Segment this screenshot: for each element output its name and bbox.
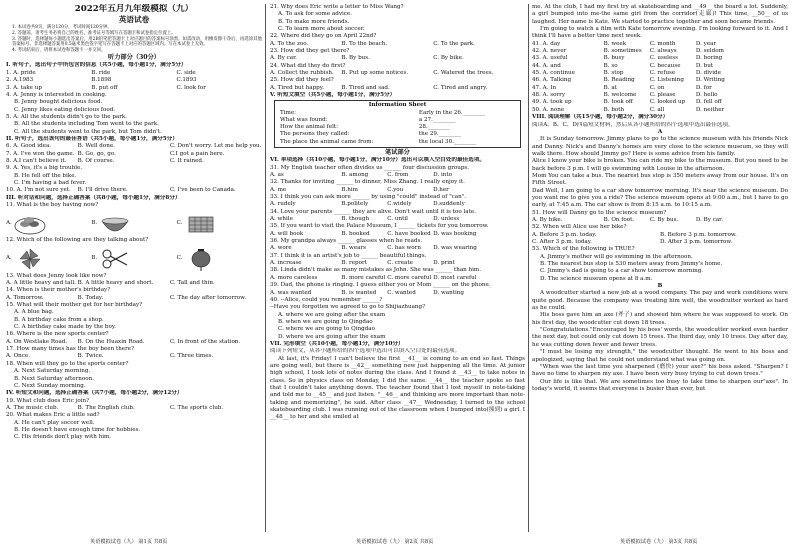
question: 4. A. Jenny is interested in cooking. — [6, 91, 107, 98]
question-options — [270, 275, 525, 282]
option: C. By bus. — [649, 216, 679, 223]
question: 11. What is the boy having now? — [6, 202, 99, 209]
question: 53. Which of the following is TRUE? — [532, 246, 635, 253]
question: 51. How will Danny go to the science museum? — [532, 209, 667, 216]
section-heading: I. 听句子，选出句子中所包含的信息（共5小题，每小题1分，满分5分） — [6, 62, 187, 69]
option: B. Twice. — [77, 353, 104, 360]
option: B. Of course. — [77, 157, 115, 164]
option-row: 47. A. In B. at C. on D. for — [532, 84, 712, 91]
question-options — [6, 405, 262, 412]
option: C.1893 — [176, 77, 197, 84]
option: A. Tired but happy. — [270, 84, 324, 91]
option: C. side — [176, 69, 196, 76]
option: C. All the students went to the park, but Tom didn't. — [14, 128, 162, 135]
question: 21. Why does Eric write a letter to Miss Wang? — [270, 4, 404, 10]
question: 39. Dad, the phone is ringing. I guess either you or Mom ______ on the phone. — [270, 282, 491, 289]
option: C. A birthday cake made by the boy. — [14, 324, 117, 331]
option: D. wanting — [433, 289, 464, 296]
passage-paragraph: "Congratulations."Encouraged by his boss' words, the woodcutter worked even harder the next day, but could only cut down 15 trees. The third day, only 10 trees. Day after day, he was cutting down fewer and fewer trees. — [532, 327, 788, 348]
option: A. was wanted — [270, 289, 312, 296]
option: C. until — [387, 216, 408, 223]
option: A. A little heavy and tall. — [6, 280, 76, 287]
option: B. booked — [341, 230, 370, 237]
question-options — [270, 85, 525, 92]
written-title: 笔试部分 — [385, 148, 410, 156]
question: 25. How did they feel? — [270, 77, 334, 84]
option: A. By car. — [270, 55, 297, 62]
table-cell: What was found: — [280, 117, 328, 124]
table-cell: the 29.________ — [418, 131, 462, 138]
question-options — [6, 70, 262, 77]
option: D. most careful — [433, 274, 477, 281]
option-row: 48. A. sorry B. welcome C. please D. hello — [532, 92, 718, 99]
cloze-options — [532, 41, 788, 114]
question: 35. If you want to visit the Palace Museum, I ______ tickets for you tomorrow. — [270, 223, 489, 230]
question: 17. How many times has the boy been there? — [6, 346, 135, 353]
section-description: 阅读下列短文，从各小题所给的四个选项中选出可以填入空白处的最佳选项。 — [270, 348, 461, 355]
section-description: 阅读A、B、C、D四篇短文材料，然后从各小题所给的四个选项中选出最佳选项。 — [532, 121, 734, 128]
option: A. more careless — [270, 274, 318, 281]
option: C. To the park. — [433, 40, 475, 47]
option: B.him — [341, 186, 358, 193]
section-heading: VI. 单项选择（共10小题，每小题1分，满分10分）选出可以填入空白处的最佳选项。 — [270, 157, 485, 164]
option: B. Go, go, go. — [77, 150, 116, 157]
option: 6. A. Good idea. — [6, 143, 52, 150]
exam-subtitle: 英语试卷 — [118, 14, 150, 24]
option: D. The science museum opens at 8 a.m. — [540, 275, 653, 282]
option-row: 46. A. Talking B. Reading C. Listening D. Writing — [532, 77, 725, 84]
section-heading: III. 听对话和问题，选择正确答案（共8小题，每小题1分，满分8分） — [6, 194, 181, 201]
option: A. will book — [270, 230, 304, 237]
question: 14. When is their mother's birthday? — [6, 287, 111, 294]
option: 3. A. take up — [6, 84, 42, 91]
option: C. The day after tomorrow. — [169, 294, 247, 301]
question-options — [270, 245, 525, 252]
option: B. ride — [91, 69, 111, 76]
table-row — [278, 131, 517, 138]
option: C.I got a pain here. — [169, 150, 225, 157]
option: C. Next Sunday morning. — [14, 382, 86, 389]
option: C. After 3 p.m. today. — [532, 239, 592, 245]
option: B. A birthday cake from a shop. — [14, 316, 104, 323]
option: B. among — [341, 172, 369, 179]
option: C. has worn — [387, 245, 421, 252]
column-divider — [528, 4, 529, 532]
option: C. I've been to Canada. — [169, 187, 236, 194]
passage-paragraph: "I must be losing my strength," the woodcutter thought. He went to his boss and apologized, saying that he could not understand what was going on. — [532, 349, 788, 363]
passage-paragraph: Mom You can take a bus. The nearest bus stop is 350 meters away from our house. It's on Fifth Street. — [532, 172, 788, 187]
question-options — [6, 151, 262, 158]
question-options — [6, 353, 262, 360]
rice-bowl-icon — [99, 211, 131, 235]
passage-paragraph: Our life is like that. We are sometimes too busy to take time to sharpen our"axe". In today's world, it seems that everyone is busier than ever, but — [532, 378, 788, 392]
option: C.widely — [387, 201, 412, 208]
option: A. On Westlake Road. — [6, 338, 68, 345]
option: C. It rained. — [169, 157, 204, 164]
option: C. Tired and angry. — [433, 84, 488, 91]
page-footer: 英语模拟试卷（九） 第1页 共8页 — [90, 539, 168, 545]
passage-paragraph: Alice I know your bike is broken. You can ride my bike to the museum. But you need to be back before 3 p.m. I will go swimming with Louise in the afternoon. — [532, 158, 788, 172]
option: A. A blue bag. — [14, 309, 54, 316]
option-row: 41. A. day B. week C. month D. year — [532, 40, 717, 47]
option: B. Tired and sad. — [341, 84, 390, 91]
question-options — [6, 280, 262, 287]
question-options — [6, 143, 262, 150]
question: 15. What will their mother get for her birthday? — [6, 302, 143, 309]
column-2 — [270, 4, 525, 534]
question: 18. When will they go to the sports center? — [6, 360, 129, 367]
question: 37. I think it is an artist's job to ______ beautiful things. — [270, 252, 427, 259]
section-heading: V. 听短文填空（共5小题，每小题1分，满分5分） — [270, 92, 396, 99]
option: C. wanted — [387, 289, 416, 296]
option: B. All the students including Tom went to the park. — [14, 121, 159, 128]
passage-label: B — [657, 283, 663, 290]
table-cell: Early in the 26.________ — [418, 109, 486, 116]
option: B. He fell off the bike. — [14, 172, 77, 179]
question: 33. I think you can ask more ______ by using "could" instead of "can". — [270, 194, 467, 201]
option: B. Well done. — [77, 143, 115, 150]
option: B. when we are going to Qingdao — [278, 318, 373, 325]
question-options — [270, 216, 525, 223]
option: C. In front of the station. — [169, 338, 241, 345]
option: A. Once. — [6, 353, 31, 360]
option-row: 43. A. useful B. busy C. useless D. boring — [532, 55, 723, 62]
dumpling-plate-icon — [14, 211, 46, 235]
option: C. Three times. — [169, 353, 214, 360]
option: A. By bike. — [532, 216, 563, 223]
question: 5. A. All the students didn't go to the park. — [6, 113, 128, 120]
option: A. Before 3 p.m. today. — [532, 231, 597, 238]
question-options — [270, 201, 525, 208]
option: B. To make more friends. — [278, 18, 350, 25]
passage-paragraph: "When was the last time you sharpened (磨快) your axe?" his boss asked. "Sharpen? I have no time to sharpen my axe. I have been very busy trying to cut down trees." — [532, 363, 788, 378]
question-options — [270, 187, 525, 194]
option: A. me — [270, 186, 287, 193]
option: C. Jimmy's dad is going to a car show tomorrow morning. — [540, 268, 704, 275]
table-cell: How the animal felt: — [280, 124, 338, 131]
question: 13. What does Jenny look like now? — [6, 272, 107, 279]
option: D. into — [433, 172, 453, 179]
table-cell: The persons they called: — [280, 131, 350, 138]
question-options — [270, 260, 525, 267]
option: B. The nearest bus stop is 530 meters away from Jimmy's home. — [540, 261, 723, 268]
table-row — [278, 139, 517, 146]
option: C. Jenny likes eating delicious food. — [14, 106, 116, 113]
option: B. On foot. — [603, 216, 635, 223]
option: C. create — [387, 260, 413, 267]
option: C. have booked — [387, 230, 431, 237]
question-options — [270, 231, 525, 238]
section-heading: VIII. 阅读理解（共15小题，每小题2分，满分30分） — [532, 114, 669, 121]
option: A. as — [270, 172, 284, 179]
option: A. To the zoo. — [270, 40, 309, 47]
question-options — [532, 217, 788, 224]
note: 2. 答题前，请考生务必将自己的姓名、准考证号等填写在答题卡和试卷指定位置上。 — [12, 30, 176, 36]
option: A. Tomorrow. — [6, 294, 44, 301]
option: B. Before 3 p.m. tomorrow. — [660, 231, 737, 238]
option: B. He doesn't have enough time for hobbies. — [14, 426, 141, 433]
option: C. Watered the trees. — [433, 70, 494, 77]
option: A. while — [270, 216, 293, 223]
option: A. increase — [270, 260, 302, 267]
question: 40. --Alice, could you remember ______? — [270, 296, 383, 303]
option-row: 44. A. and B. so C. because D. but — [532, 62, 714, 69]
option: 8. A.I can't believe it. — [6, 157, 67, 164]
question-options — [532, 239, 788, 246]
passage-paragraph: His boss gave him an axe (斧子) and showed him where he was supposed to work. On his first day, the woodcutter cut down 18 trees. — [532, 312, 788, 326]
option: B. The English club. — [77, 404, 135, 411]
option: D. was booking — [433, 230, 477, 237]
information-table — [278, 110, 517, 146]
option: D. print — [433, 260, 455, 267]
question-options — [6, 187, 262, 194]
page-footer: 英语模拟试卷（九） 第3页 共8页 — [620, 539, 698, 545]
option: D. After 3 p.m. tomorrow. — [660, 239, 733, 245]
column-1 — [6, 4, 262, 534]
option: B. On the Huaxin Road. — [77, 338, 145, 345]
option: B. though — [341, 216, 370, 223]
table-cell: the local 30.________ — [418, 138, 477, 145]
table-cell: 28.________ — [418, 124, 451, 131]
option: B. A little heavy and short. — [77, 280, 154, 287]
option: A. Collect the rubbish. — [270, 70, 334, 77]
table-cell: a 27.________ — [418, 117, 456, 124]
question: 9. A. Yes, it's a big trouble. — [6, 165, 83, 172]
table-row — [278, 110, 517, 117]
option: C. By bike. — [433, 55, 464, 62]
option-row: 49. A. took up B. took off C. looked up D. fell off — [532, 99, 722, 106]
question: 36. My grandpa always ______ glasses when he reads. — [270, 238, 423, 245]
option: C. from — [387, 172, 409, 179]
option: C. The sports club. — [169, 404, 224, 411]
option: D.suddenly — [433, 201, 465, 208]
food-basket-icon — [185, 211, 217, 235]
note: 1. 本试卷共8页，满分120分，考试时间120分钟。 — [12, 25, 112, 30]
question-options — [270, 55, 525, 62]
question-options — [270, 41, 525, 48]
question: 23. How did they get there? — [270, 48, 350, 55]
question: 52. When will Alice use her bike? — [532, 224, 627, 231]
option: C. His friends don't play with him. — [14, 434, 112, 441]
option: D. was wearing — [433, 245, 477, 252]
section-heading: VII. 完形填空（共10小题，每小题1分，满分10分） — [270, 340, 404, 347]
option: C. I'm having a bad fever. — [14, 179, 87, 186]
question-options — [6, 339, 262, 346]
option: 7. A. I've won the game. — [6, 150, 75, 157]
option: B. more careful — [341, 274, 386, 281]
information-sheet — [274, 100, 521, 147]
question: 19. What club does Eric join? — [6, 397, 90, 404]
option: A. rudely — [270, 201, 296, 208]
option-row: 42. A. never B. sometimes C. always D. seldom — [532, 48, 724, 55]
option: C.you — [387, 186, 404, 193]
option: B. is wanted — [341, 289, 377, 296]
lantern-icon — [185, 247, 217, 271]
option: C. Tall and thin. — [169, 280, 215, 287]
question-options — [270, 70, 525, 77]
option: A. To ask for some advice. — [278, 11, 353, 18]
passage-paragraph: A woodcutter started a new job at a wood company. The pay and work conditions were quite good. Because the company was treating him well, the woodcutter worked as hard as he could. — [532, 290, 788, 312]
picture-options: A. B. C. — [6, 209, 262, 237]
column-divider — [265, 4, 266, 532]
option: B. Next Saturday afternoon. — [14, 375, 94, 382]
option: B. Jenny bought delicious food. — [14, 99, 103, 106]
option: A. Jimmy's mother will go swimming in the afternoon. — [540, 253, 693, 260]
question-options — [6, 77, 262, 84]
passage-paragraph: Dad Well, I am going to a car show tomorrow morning. It's near the science museum. Do you want me to give you a ride? The science museum opens at 9:00 a.m., but I have to go early, at 7:45 a.m. The car show is from 8:15 a.m. to 10:15 a.m. — [532, 187, 788, 209]
note: 4. 考试结束后，请将本试卷和答题卡一并交回。 — [12, 48, 106, 54]
option: D.her — [433, 186, 449, 193]
question-options — [270, 172, 525, 179]
table-row — [278, 117, 517, 124]
option: 10. A. I'm not sure yet. — [6, 187, 71, 194]
option: B.politely — [341, 201, 369, 208]
option: B. I'll drive there. — [77, 187, 128, 194]
scissors-icon — [99, 247, 131, 271]
question: 24. What did they do first? — [270, 62, 346, 69]
question-options — [6, 295, 262, 302]
question: 38. Linda didn't make as many mistakes as John. She was ______ than him. — [270, 267, 482, 274]
page-footer: 英语模拟试卷（九） 第2页 共8页 — [356, 539, 434, 545]
question: 16. Where is the new sports center? — [6, 331, 109, 338]
option-row: 45. A. continue B. stop C. refuse D. divide — [532, 70, 721, 77]
option: A. The music club. — [6, 404, 59, 411]
option: B. Today. — [77, 294, 104, 301]
exam-notes — [6, 25, 262, 54]
option: C. Don't worry. Let me help you. — [169, 143, 262, 150]
option: A. He can't play soccer well. — [14, 419, 95, 426]
table-cell: The place the animal came from: — [280, 138, 374, 145]
option: B. Put up some notices. — [341, 70, 409, 77]
question: 12. Which of the following are they talking about? — [6, 237, 149, 244]
dialogue-line: --Have you forgotten we agreed to go to Shijiazhuang? — [270, 304, 426, 311]
option-row: 50. A. none B. both C. all D. neither — [532, 106, 725, 113]
information-sheet-title: Information Sheet — [368, 102, 427, 109]
option: A. wore — [270, 245, 292, 252]
option: B. wears — [341, 245, 367, 252]
option: B. report — [341, 260, 367, 267]
question: 22. Where did they go on April 22nd? — [270, 33, 377, 40]
option: A. where we are going after the exam — [278, 311, 386, 318]
exam-title: 2022年五月九年级模拟（九） — [74, 4, 194, 14]
picture-options: A. B. C. — [6, 245, 262, 273]
section-heading: IV. 听短文和问题，选择正确答案（共7小题，每小题2分，满分12分） — [6, 390, 183, 397]
cloze-passage: At last, it's Friday! I can't believe the first __41__ is coming to an end so fast. Things are going well, but there is __42__ something new just happening all the time. At junior high school, I took lots of notes during the class. And I found it __43__ to take notes in class. So in physics class on Monday, I did the same. __44__ the teacher spoke so fast that I couldn't take anything down. The teacher found that I lost myself in note-taking and told me to __45__ and just listen. "__46__ and thinking are more important than note-taking and memorizing", he said. After class __47__ Wednesday, I turned to the school skateboarding club. I was running out of the classroom when I bumped into(撞到) a girl. I __48__ to her and she smiled at — [270, 355, 525, 421]
listening-title: 听力部分（30分） — [108, 53, 160, 61]
question: 31. My English teacher often divides us ______ four discussion groups. — [270, 164, 470, 171]
question: 20. What makes Eric a little sad? — [6, 412, 100, 419]
option: 1. A. pride — [6, 69, 36, 76]
passage-label: A — [657, 128, 663, 135]
option: B.1898 — [91, 77, 112, 84]
table-cell: Time: — [280, 109, 297, 116]
option: D. By car. — [695, 216, 724, 223]
column-3 — [532, 4, 788, 534]
question-options — [6, 85, 262, 92]
option: 2. A.1983 — [6, 77, 34, 84]
option: A. Next Saturday morning. — [14, 368, 91, 375]
option: C. To learn more about soccer. — [278, 26, 365, 33]
question-options — [6, 158, 262, 165]
passage-paragraph: I'm going to watch a film with Kate tomorrow evening. I'm looking forward to it. And I think I'll have a better time next week. — [532, 26, 788, 40]
option: B. By bus. — [341, 55, 370, 62]
question-options — [270, 290, 525, 297]
option: B. To the beach. — [341, 40, 388, 47]
passage-paragraph: It is Sunday tomorrow. Jimmy plans to go to the science museum with his friends Nick and Danny. Nick's and Danny's homes are very close to the science museum, so they will walk there. How should Jimmy go? Here is some advice from his family. — [532, 136, 788, 157]
question: 32. Thanks for inviting ______ to dinner, Miss Zhang. I really enjoy it. — [270, 179, 465, 186]
option: C. where we are going to Qingdao — [278, 326, 376, 333]
option: B. put off — [91, 84, 118, 91]
passage-paragraph: me. At the club, I had my first try at skateboarding and __49__ the board a lot. Suddenly, a girl bumped into me-the same girl from the corridor(走廊)! This time, __50__ of us laughed. Her name is Kate. We started to practice together and soon became friends. — [532, 4, 788, 25]
pinwheel-icon — [14, 247, 46, 271]
table-row — [278, 124, 517, 131]
option: D. where we are going after the exam — [278, 333, 386, 340]
section-heading: II. 听句子，选出该句的最佳答语（共5小题，每小题1分，满分5分） — [6, 135, 178, 142]
option: D. unless — [433, 216, 460, 223]
question-options — [532, 232, 788, 239]
option: C. look for — [176, 84, 206, 91]
option: C. more careful — [387, 274, 432, 281]
question: 34. Love your parents ______ they are alive. Don't wait until it is too late. — [270, 208, 476, 215]
note: 3. 答题时，选择题每小题选出答案后，用2B铅笔把答题卡上对应题目的答案标号涂黑。如需改动，用橡皮擦干净后，再选涂其他答案标号。非选择题答案用0.5毫米黑色签字笔写在答题卡上对应的答题区域内。写在本试卷上无效。 — [12, 36, 262, 48]
